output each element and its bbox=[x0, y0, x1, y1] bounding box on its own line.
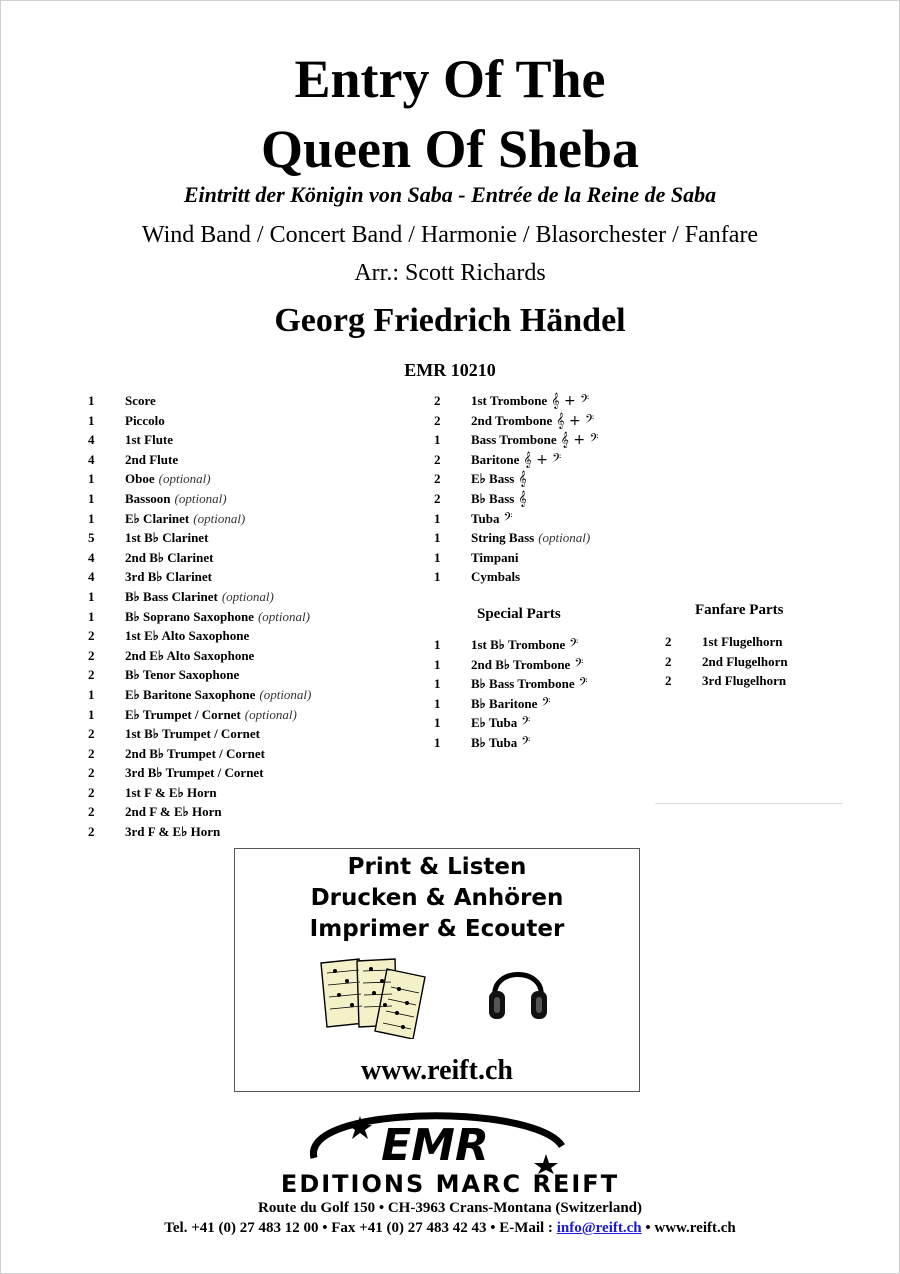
promo-line-1: Print & Listen bbox=[347, 854, 527, 880]
promo-line-2: Drucken & Anhören bbox=[310, 885, 564, 911]
part-row bbox=[88, 802, 311, 822]
part-name: 1st B♭ Trombone bbox=[471, 637, 566, 652]
part-row bbox=[665, 632, 788, 652]
emr-logo bbox=[300, 1112, 570, 1174]
part-name: E♭ Clarinet bbox=[125, 510, 190, 526]
special-parts-list bbox=[434, 635, 588, 753]
email-link[interactable]: info@reift.ch bbox=[556, 1220, 642, 1236]
part-name: 1st F & E♭ Horn bbox=[125, 784, 217, 800]
publisher-name: EDITIONS MARC REIFT bbox=[280, 1170, 620, 1198]
part-row bbox=[88, 528, 311, 548]
part-quantity: 2 bbox=[88, 784, 95, 800]
part-row bbox=[88, 587, 311, 607]
part-quantity: 2 bbox=[665, 673, 672, 689]
part-row bbox=[665, 671, 788, 691]
optional-note: (optional) bbox=[158, 471, 211, 487]
part-name: Bassoon bbox=[125, 490, 171, 506]
part-name: B♭ Tenor Saxophone bbox=[125, 667, 240, 683]
part-name: 2nd E♭ Alto Saxophone bbox=[125, 647, 255, 663]
part-quantity: 2 bbox=[88, 824, 95, 840]
part-quantity: 1 bbox=[88, 588, 95, 604]
part-quantity: 2 bbox=[88, 804, 95, 820]
part-row bbox=[88, 430, 311, 450]
part-row bbox=[434, 674, 588, 694]
part-name: 1st Trombone bbox=[471, 393, 548, 408]
parts-list-column-1 bbox=[88, 391, 311, 842]
clef-icon: 𝄢 bbox=[574, 656, 584, 673]
part-row bbox=[434, 548, 599, 568]
part-quantity: 2 bbox=[88, 745, 95, 761]
part-row bbox=[434, 694, 588, 714]
part-quantity: 1 bbox=[434, 549, 441, 565]
part-row bbox=[434, 430, 599, 450]
part-row bbox=[434, 450, 599, 470]
part-quantity: 1 bbox=[88, 686, 95, 702]
part-row bbox=[88, 685, 311, 705]
part-quantity: 1 bbox=[434, 715, 441, 731]
clef-icon: 𝄢 bbox=[503, 510, 513, 527]
part-quantity: 2 bbox=[88, 628, 95, 644]
part-quantity: 1 bbox=[434, 510, 441, 526]
part-name: Timpani bbox=[471, 549, 519, 565]
part-quantity: 1 bbox=[88, 608, 95, 624]
clef-icon: 𝄢 bbox=[521, 715, 531, 732]
part-row bbox=[88, 626, 311, 646]
clef-icon: 𝄞 bbox=[518, 471, 527, 488]
clef-icon: 𝄢 bbox=[521, 734, 531, 751]
publisher-address: Route du Golf 150 • CH-3963 Crans-Montana (Switzerland) bbox=[258, 1200, 642, 1216]
part-name: 2nd Flugelhorn bbox=[702, 653, 788, 669]
part-quantity: 1 bbox=[88, 706, 95, 722]
arranger: Arr.: Scott Richards bbox=[354, 260, 546, 286]
part-name: B♭ Baritone bbox=[471, 695, 538, 711]
part-name: 3rd Flugelhorn bbox=[702, 673, 787, 689]
part-row bbox=[88, 607, 311, 627]
part-row bbox=[434, 733, 588, 753]
part-row bbox=[88, 391, 311, 411]
part-quantity: 1 bbox=[434, 695, 441, 711]
part-quantity: 1 bbox=[434, 734, 441, 750]
part-row bbox=[88, 763, 311, 783]
part-row bbox=[434, 509, 599, 529]
part-name: 3rd B♭ Trumpet / Cornet bbox=[125, 765, 264, 781]
part-name: Cymbals bbox=[471, 569, 521, 585]
part-name: 2nd B♭ Clarinet bbox=[125, 549, 214, 565]
part-quantity: 2 bbox=[88, 647, 95, 663]
part-name: 1st Flugelhorn bbox=[702, 634, 783, 649]
part-name: B♭ Bass Trombone bbox=[471, 676, 575, 692]
part-row bbox=[88, 411, 311, 431]
optional-note: (optional) bbox=[538, 530, 591, 546]
part-name: 2nd F & E♭ Horn bbox=[125, 804, 222, 820]
part-quantity: 4 bbox=[88, 432, 95, 448]
part-row bbox=[88, 783, 311, 803]
part-row bbox=[88, 567, 311, 587]
optional-note: (optional) bbox=[259, 686, 312, 702]
part-row bbox=[434, 528, 599, 548]
clef-icon: 𝄢 bbox=[541, 695, 551, 712]
part-name: Piccolo bbox=[125, 412, 165, 428]
part-row bbox=[434, 567, 599, 587]
optional-note: (optional) bbox=[221, 588, 274, 604]
contact-website[interactable]: • www.reift.ch bbox=[641, 1220, 736, 1236]
part-quantity: 2 bbox=[434, 490, 441, 506]
part-row bbox=[434, 713, 588, 733]
part-quantity: 2 bbox=[434, 393, 441, 408]
part-row bbox=[88, 724, 311, 744]
part-name: 2nd Trombone bbox=[471, 412, 553, 428]
optional-note: (optional) bbox=[193, 510, 246, 526]
part-name: 1st B♭ Trumpet / Cornet bbox=[125, 726, 260, 742]
part-name: 2nd B♭ Trumpet / Cornet bbox=[125, 745, 265, 761]
part-name: 3rd B♭ Clarinet bbox=[125, 569, 213, 585]
part-name: B♭ Tuba bbox=[471, 734, 518, 750]
part-quantity: 1 bbox=[88, 490, 95, 506]
part-quantity: 1 bbox=[434, 656, 441, 672]
optional-note: (optional) bbox=[174, 490, 227, 506]
sheet-music-icon bbox=[319, 957, 431, 1039]
composer: Georg Friedrich Händel bbox=[274, 302, 626, 339]
part-name: E♭ Bass bbox=[471, 471, 515, 487]
part-row bbox=[434, 411, 599, 431]
part-name: E♭ Trumpet / Cornet bbox=[125, 706, 241, 722]
part-quantity: 1 bbox=[434, 676, 441, 692]
subtitle: Eintritt der Königin von Saba - Entrée de la Reine de Saba bbox=[183, 182, 717, 207]
part-row bbox=[88, 489, 311, 509]
part-name: 1st B♭ Clarinet bbox=[125, 530, 209, 546]
part-name: 2nd Flute bbox=[125, 451, 179, 467]
part-row bbox=[88, 450, 311, 470]
part-row bbox=[665, 652, 788, 672]
part-quantity: 2 bbox=[665, 634, 672, 649]
fanfare-parts-title: Fanfare Parts bbox=[695, 602, 784, 618]
headphones-icon bbox=[487, 957, 549, 1023]
clef-icon: 𝄞 + 𝄢 bbox=[556, 412, 595, 429]
part-row bbox=[88, 469, 311, 489]
title-line-2: Queen Of Sheba bbox=[260, 119, 640, 179]
part-quantity: 1 bbox=[88, 412, 95, 428]
part-name: String Bass bbox=[471, 530, 535, 546]
print-listen-box bbox=[234, 848, 640, 1092]
part-row bbox=[88, 548, 311, 568]
part-row bbox=[88, 509, 311, 529]
optional-note: (optional) bbox=[257, 608, 310, 624]
part-quantity: 4 bbox=[88, 451, 95, 467]
part-row bbox=[434, 489, 599, 509]
divider bbox=[655, 803, 843, 804]
contact-line bbox=[0, 1220, 900, 1237]
part-name: E♭ Tuba bbox=[471, 715, 518, 731]
part-row bbox=[88, 665, 311, 685]
part-row bbox=[88, 646, 311, 666]
catalog-number: EMR 10210 bbox=[404, 360, 496, 380]
clef-icon: 𝄞 + 𝄢 bbox=[523, 451, 562, 468]
special-parts-title: Special Parts bbox=[477, 606, 561, 622]
part-quantity: 2 bbox=[88, 667, 95, 683]
part-name: 2nd B♭ Trombone bbox=[471, 656, 571, 672]
part-name: B♭ Bass bbox=[471, 490, 515, 506]
promo-line-3: Imprimer & Ecouter bbox=[309, 916, 565, 942]
clef-icon: 𝄞 bbox=[518, 490, 527, 507]
part-name: Bass Trombone bbox=[471, 432, 557, 448]
part-quantity: 1 bbox=[88, 471, 95, 487]
clef-icon: 𝄞 + 𝄢 bbox=[560, 432, 599, 449]
part-quantity: 2 bbox=[665, 653, 672, 669]
part-name: B♭ Bass Clarinet bbox=[125, 588, 218, 604]
part-quantity: 1 bbox=[434, 637, 441, 652]
contact-phone-fax: Tel. +41 (0) 27 483 12 00 • Fax +41 (0) 27 483 42 43 • E-Mail : bbox=[164, 1220, 557, 1236]
clef-icon: 𝄢 bbox=[569, 637, 579, 653]
part-quantity: 1 bbox=[434, 569, 441, 585]
instrumentation: Wind Band / Concert Band / Harmonie / Blasorchester / Fanfare bbox=[141, 222, 759, 248]
part-quantity: 4 bbox=[88, 549, 95, 565]
part-name: Tuba bbox=[471, 510, 500, 526]
part-row bbox=[88, 744, 311, 764]
part-row bbox=[434, 635, 588, 655]
part-row bbox=[88, 822, 311, 842]
part-name: B♭ Soprano Saxophone bbox=[125, 608, 254, 624]
part-name: Score bbox=[125, 393, 156, 408]
part-name: Oboe bbox=[125, 471, 155, 487]
part-quantity: 1 bbox=[434, 432, 441, 448]
part-quantity: 2 bbox=[88, 765, 95, 781]
parts-list-column-2 bbox=[434, 391, 599, 587]
part-quantity: 1 bbox=[88, 393, 95, 408]
fanfare-parts-list bbox=[665, 632, 788, 691]
part-name: E♭ Baritone Saxophone bbox=[125, 686, 256, 702]
part-row bbox=[434, 391, 599, 411]
part-quantity: 2 bbox=[434, 412, 441, 428]
part-quantity: 2 bbox=[434, 451, 441, 467]
title-line-1: Entry Of The bbox=[294, 49, 606, 109]
promo-url[interactable]: www.reift.ch bbox=[361, 1055, 513, 1086]
part-quantity: 5 bbox=[88, 530, 95, 546]
part-row bbox=[88, 705, 311, 725]
part-quantity: 1 bbox=[88, 510, 95, 526]
part-quantity: 4 bbox=[88, 569, 95, 585]
part-quantity: 2 bbox=[434, 471, 441, 487]
clef-icon: 𝄞 + 𝄢 bbox=[551, 393, 590, 409]
part-name: 1st Flute bbox=[125, 432, 174, 448]
optional-note: (optional) bbox=[244, 706, 297, 722]
part-row bbox=[434, 469, 599, 489]
part-name: Baritone bbox=[471, 451, 520, 467]
part-quantity: 1 bbox=[434, 530, 441, 546]
part-name: 1st E♭ Alto Saxophone bbox=[125, 628, 250, 644]
clef-icon: 𝄢 bbox=[578, 676, 588, 693]
logo-text: EMR bbox=[381, 1120, 489, 1171]
part-name: 3rd F & E♭ Horn bbox=[125, 824, 221, 840]
part-row bbox=[434, 655, 588, 675]
part-quantity: 2 bbox=[88, 726, 95, 742]
